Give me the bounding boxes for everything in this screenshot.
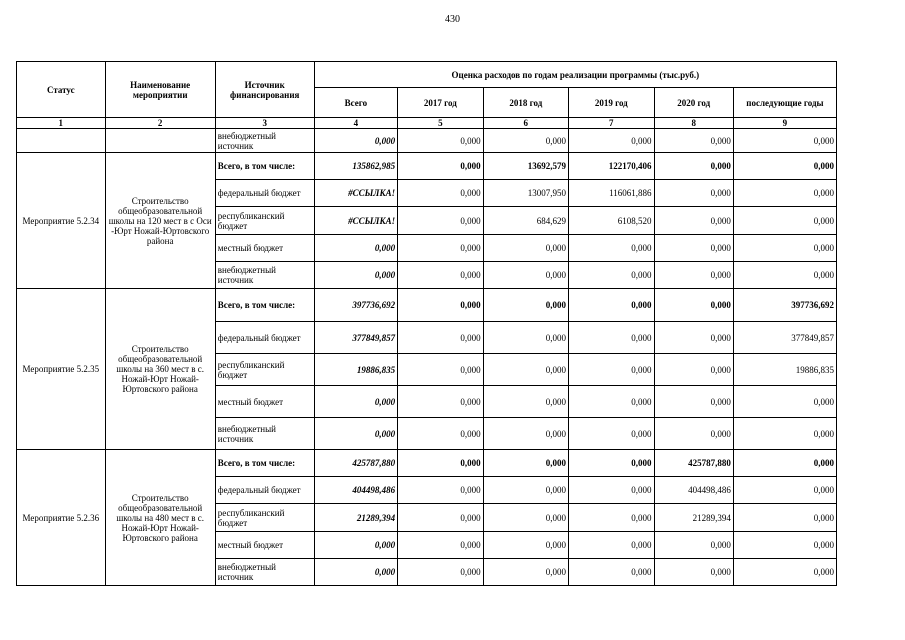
source-cell: внебюджетный источник	[215, 559, 314, 586]
value-2020: 0,000	[654, 418, 733, 450]
value-total: 425787,880	[314, 450, 397, 477]
value-later: 0,000	[733, 129, 836, 153]
value-2017: 0,000	[398, 235, 483, 262]
col-index: 4	[314, 118, 397, 129]
value-2019: 0,000	[569, 386, 654, 418]
value-later: 0,000	[733, 559, 836, 586]
source-cell: Всего, в том числе:	[215, 153, 314, 180]
value-total: 0,000	[314, 559, 397, 586]
value-2018: 684,629	[483, 207, 568, 235]
value-total: 0,000	[314, 262, 397, 289]
value-2020: 0,000	[654, 180, 733, 207]
value-2018: 0,000	[483, 504, 568, 532]
value-2019: 0,000	[569, 532, 654, 559]
value-2019: 0,000	[569, 450, 654, 477]
value-2018: 0,000	[483, 450, 568, 477]
value-2017: 0,000	[398, 207, 483, 235]
event-name: Строительство общеобразовательной школы на 480 мест в с. Ножай-Юрт Ножай-Юртовского района	[105, 450, 215, 586]
value-later: 0,000	[733, 207, 836, 235]
header-status: Статус	[17, 62, 106, 118]
value-total: 397736,692	[314, 289, 397, 322]
source-cell: внебюджетный источник	[215, 262, 314, 289]
event-status: Мероприятие 5.2.35	[17, 289, 106, 450]
value-later: 397736,692	[733, 289, 836, 322]
value-total: 404498,486	[314, 477, 397, 504]
table-row	[17, 153, 837, 180]
source-cell: внебюджетный источник	[215, 418, 314, 450]
value-later: 0,000	[733, 450, 836, 477]
header-2019: 2019 год	[569, 88, 654, 118]
header-later: последующие годы	[733, 88, 836, 118]
value-2018: 0,000	[483, 322, 568, 354]
value-total: 21289,394	[314, 504, 397, 532]
value-2019: 0,000	[569, 504, 654, 532]
value-2020: 21289,394	[654, 504, 733, 532]
source-cell: федеральный бюджет	[215, 180, 314, 207]
col-index: 5	[398, 118, 483, 129]
value-2017: 0,000	[398, 322, 483, 354]
event-status: Мероприятие 5.2.36	[17, 450, 106, 586]
value-later: 0,000	[733, 477, 836, 504]
page-number: 430	[445, 14, 460, 25]
col-index: 2	[105, 118, 215, 129]
source-cell: местный бюджет	[215, 386, 314, 418]
value-2020: 0,000	[654, 386, 733, 418]
header-2018: 2018 год	[483, 88, 568, 118]
value-2019: 0,000	[569, 322, 654, 354]
value-later: 0,000	[733, 418, 836, 450]
value-total: #ССЫЛКА!	[314, 180, 397, 207]
value-2018: 0,000	[483, 262, 568, 289]
value-2020: 0,000	[654, 559, 733, 586]
value-2018: 0,000	[483, 477, 568, 504]
value-2017: 0,000	[398, 129, 483, 153]
source-cell: местный бюджет	[215, 532, 314, 559]
value-2018: 0,000	[483, 532, 568, 559]
value-2019: 0,000	[569, 289, 654, 322]
value-2017: 0,000	[398, 418, 483, 450]
event-name: Строительство общеобразовательной школы на 360 мест в с. Ножай-Юрт Ножай-Юртовского района	[105, 289, 215, 450]
col-index: 9	[733, 118, 836, 129]
value-2017: 0,000	[398, 289, 483, 322]
name-cell	[105, 129, 215, 153]
value-2019: 0,000	[569, 477, 654, 504]
header-estimate: Оценка расходов по годам реализации программы (тыс.руб.)	[314, 62, 836, 88]
source-cell: местный бюджет	[215, 235, 314, 262]
value-2019: 0,000	[569, 354, 654, 386]
value-total: 135862,985	[314, 153, 397, 180]
source-cell: республиканский бюджет	[215, 354, 314, 386]
value-2018: 0,000	[483, 235, 568, 262]
source-cell: Всего, в том числе:	[215, 450, 314, 477]
value-2018: 0,000	[483, 386, 568, 418]
value-total: 0,000	[314, 532, 397, 559]
value-2018: 0,000	[483, 418, 568, 450]
value-2017: 0,000	[398, 477, 483, 504]
value-2017: 0,000	[398, 354, 483, 386]
value-later: 0,000	[733, 386, 836, 418]
value-later: 0,000	[733, 504, 836, 532]
value-2018: 0,000	[483, 559, 568, 586]
header-name: Наименование мероприятии	[105, 62, 215, 118]
header-2017: 2017 год	[398, 88, 483, 118]
event-name: Строительство общеобразовательной школы на 120 мест в с Оси -Юрт Ножай-Юртовского района	[105, 153, 215, 289]
value-total: 377849,857	[314, 322, 397, 354]
col-index: 3	[215, 118, 314, 129]
value-2020: 0,000	[654, 354, 733, 386]
value-2018: 13692,579	[483, 153, 568, 180]
value-2020: 0,000	[654, 262, 733, 289]
source-cell: федеральный бюджет	[215, 477, 314, 504]
table-row	[17, 450, 837, 477]
value-2017: 0,000	[398, 532, 483, 559]
budget-table	[16, 61, 837, 586]
value-2017: 0,000	[398, 559, 483, 586]
header-2020: 2020 год	[654, 88, 733, 118]
table-row	[17, 289, 837, 322]
source-cell: внебюджетный источник	[215, 129, 314, 153]
value-2019: 0,000	[569, 262, 654, 289]
value-2018: 13007,950	[483, 180, 568, 207]
value-later: 19886,835	[733, 354, 836, 386]
value-total: #ССЫЛКА!	[314, 207, 397, 235]
value-2020: 404498,486	[654, 477, 733, 504]
value-later: 377849,857	[733, 322, 836, 354]
value-2019: 0,000	[569, 559, 654, 586]
value-2018: 0,000	[483, 129, 568, 153]
value-2018: 0,000	[483, 354, 568, 386]
value-2017: 0,000	[398, 504, 483, 532]
col-index: 8	[654, 118, 733, 129]
value-total: 0,000	[314, 235, 397, 262]
value-total: 0,000	[314, 386, 397, 418]
value-2020: 0,000	[654, 207, 733, 235]
table-row	[17, 129, 837, 153]
value-later: 0,000	[733, 235, 836, 262]
value-2019: 0,000	[569, 235, 654, 262]
value-2019: 122170,406	[569, 153, 654, 180]
column-index-row	[17, 118, 837, 129]
source-cell: республиканский бюджет	[215, 207, 314, 235]
source-cell: республиканский бюджет	[215, 504, 314, 532]
col-index: 7	[569, 118, 654, 129]
value-2020: 0,000	[654, 532, 733, 559]
value-2019: 6108,520	[569, 207, 654, 235]
value-2019: 116061,886	[569, 180, 654, 207]
header-source: Источник финансирования	[215, 62, 314, 118]
value-later: 0,000	[733, 262, 836, 289]
event-status: Мероприятие 5.2.34	[17, 153, 106, 289]
value-2017: 0,000	[398, 450, 483, 477]
value-2017: 0,000	[398, 153, 483, 180]
value-total: 0,000	[314, 418, 397, 450]
value-2019: 0,000	[569, 418, 654, 450]
header-total: Всего	[314, 88, 397, 118]
col-index: 1	[17, 118, 106, 129]
value-later: 0,000	[733, 153, 836, 180]
value-2020: 0,000	[654, 289, 733, 322]
value-2017: 0,000	[398, 180, 483, 207]
value-2020: 0,000	[654, 153, 733, 180]
value-2019: 0,000	[569, 129, 654, 153]
status-cell	[17, 129, 106, 153]
value-2020: 425787,880	[654, 450, 733, 477]
value-later: 0,000	[733, 532, 836, 559]
col-index: 6	[483, 118, 568, 129]
value-2020: 0,000	[654, 129, 733, 153]
value-total: 19886,835	[314, 354, 397, 386]
value-2020: 0,000	[654, 322, 733, 354]
value-2018: 0,000	[483, 289, 568, 322]
source-cell: Всего, в том числе:	[215, 289, 314, 322]
value-2020: 0,000	[654, 235, 733, 262]
value-later: 0,000	[733, 180, 836, 207]
source-cell: федеральный бюджет	[215, 322, 314, 354]
value-2017: 0,000	[398, 386, 483, 418]
value-2017: 0,000	[398, 262, 483, 289]
value-total: 0,000	[314, 129, 397, 153]
